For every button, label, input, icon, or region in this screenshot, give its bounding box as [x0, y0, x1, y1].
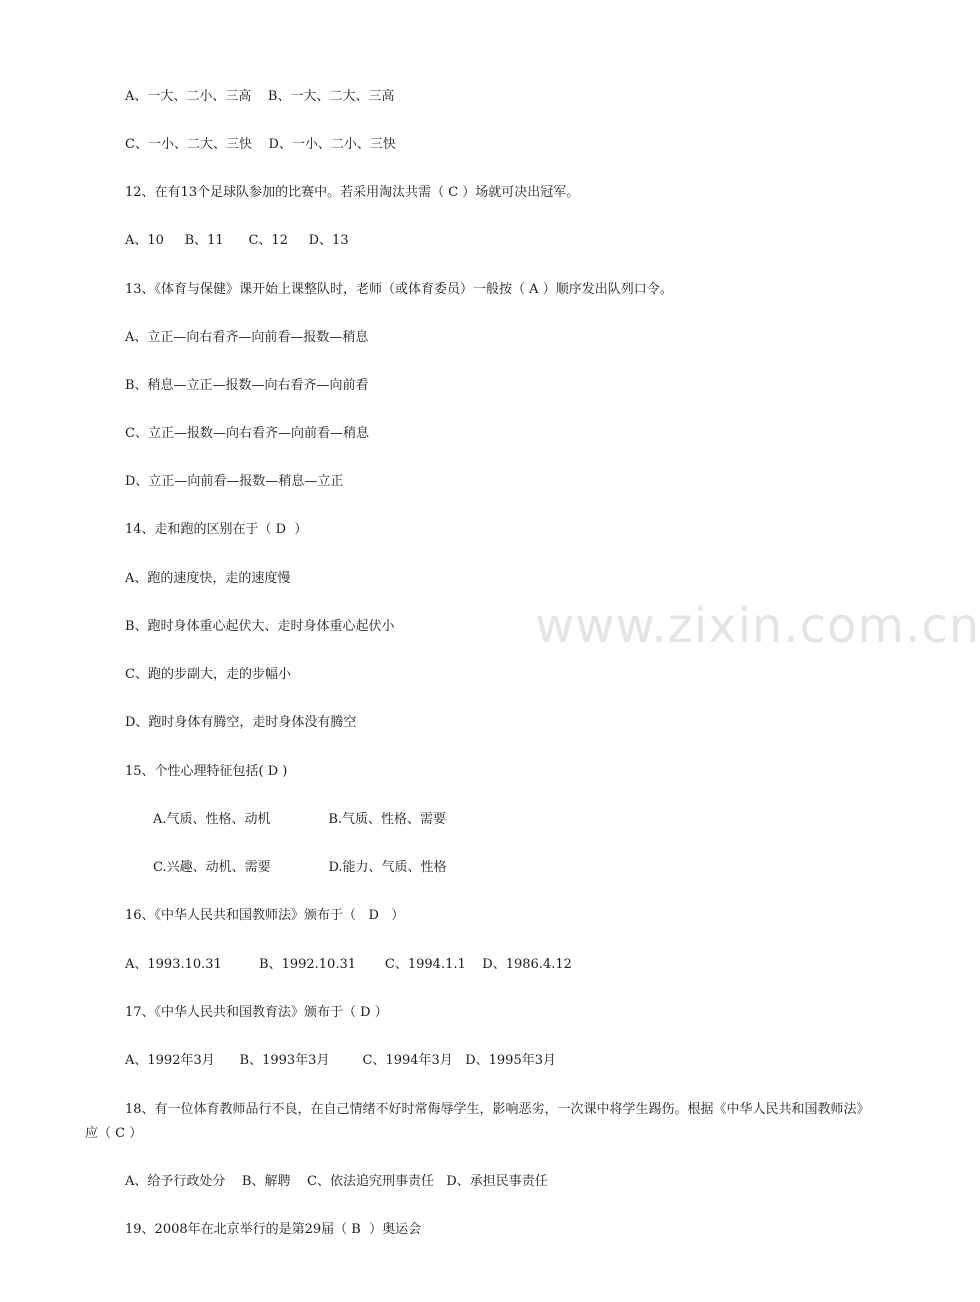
q11-options-cd: C、一小、二大、三快 D、一小、二小、三快	[125, 137, 396, 152]
question-15: 15、个性心理特征包括( D )	[125, 764, 288, 779]
q15-options-ab: A.气质、性格、动机 B.气质、性格、需要	[153, 812, 447, 827]
q13-option-d: D、立正—向前看—报数—稍息—立正	[125, 474, 344, 489]
q14-option-c: C、跑的步副大，走的步幅小	[125, 667, 291, 682]
question-17: 17、《中华人民共和国教育法》颁布于（ D ）	[125, 1005, 388, 1020]
question-16: 16、《中华人民共和国教师法》颁布于（ D ）	[125, 908, 405, 923]
question-19: 19、2008年在北京举行的是第29届（ B ）奥运会	[125, 1222, 422, 1237]
question-14: 14、走和跑的区别在于（ D ）	[125, 522, 308, 537]
q16-options: A、1993.10.31 B、1992.10.31 C、1994.1.1 D、1986.4.12	[125, 957, 572, 972]
watermark: www.zixin.com.cn	[535, 598, 980, 654]
q11-options-ab: A、一大、二小、三高 B、一大、二大、三高	[125, 89, 395, 104]
q18-options: A、给予行政处分 B、解聘 C、依法追究刑事责任 D、承担民事责任	[125, 1174, 548, 1189]
q14-option-a: A、跑的速度快，走的速度慢	[125, 571, 291, 586]
q14-option-d: D、跑时身体有腾空，走时身体没有腾空	[125, 715, 357, 730]
question-18: 18、有一位体育教师品行不良，在自己情绪不好时常侮辱学生，影响恶劣，一次课中将学生踢伤。根据《中华人民共和国教师法》应（ C ）	[85, 1102, 870, 1141]
q14-option-b: B、跑时身体重心起伏大、走时身体重心起伏小	[125, 619, 395, 634]
q13-option-b: B、稍息—立正—报数—向右看齐—向前看	[125, 378, 369, 393]
q13-option-a: A、立正—向右看齐—向前看—报数—稍息	[125, 330, 369, 345]
q13-option-c: C、立正—报数—向右看齐—向前看—稍息	[125, 426, 369, 441]
q12-options: A、10 B、11 C、12 D、13	[125, 233, 349, 248]
q17-options: A、1992年3月 B、1993年3月 C、1994年3月 D、1995年3月	[125, 1053, 556, 1068]
question-13: 13、《体育与保健》课开始上课整队时，老师（或体育委员）一般按（ A ）顺序发出队列口令。	[125, 282, 673, 297]
question-12: 12、在有13个足球队参加的比赛中。若采用淘汰共需（ C ）场就可决出冠军。	[125, 185, 580, 200]
q15-options-cd: C.兴趣、动机、需要 D.能力、气质、性格	[153, 860, 447, 875]
